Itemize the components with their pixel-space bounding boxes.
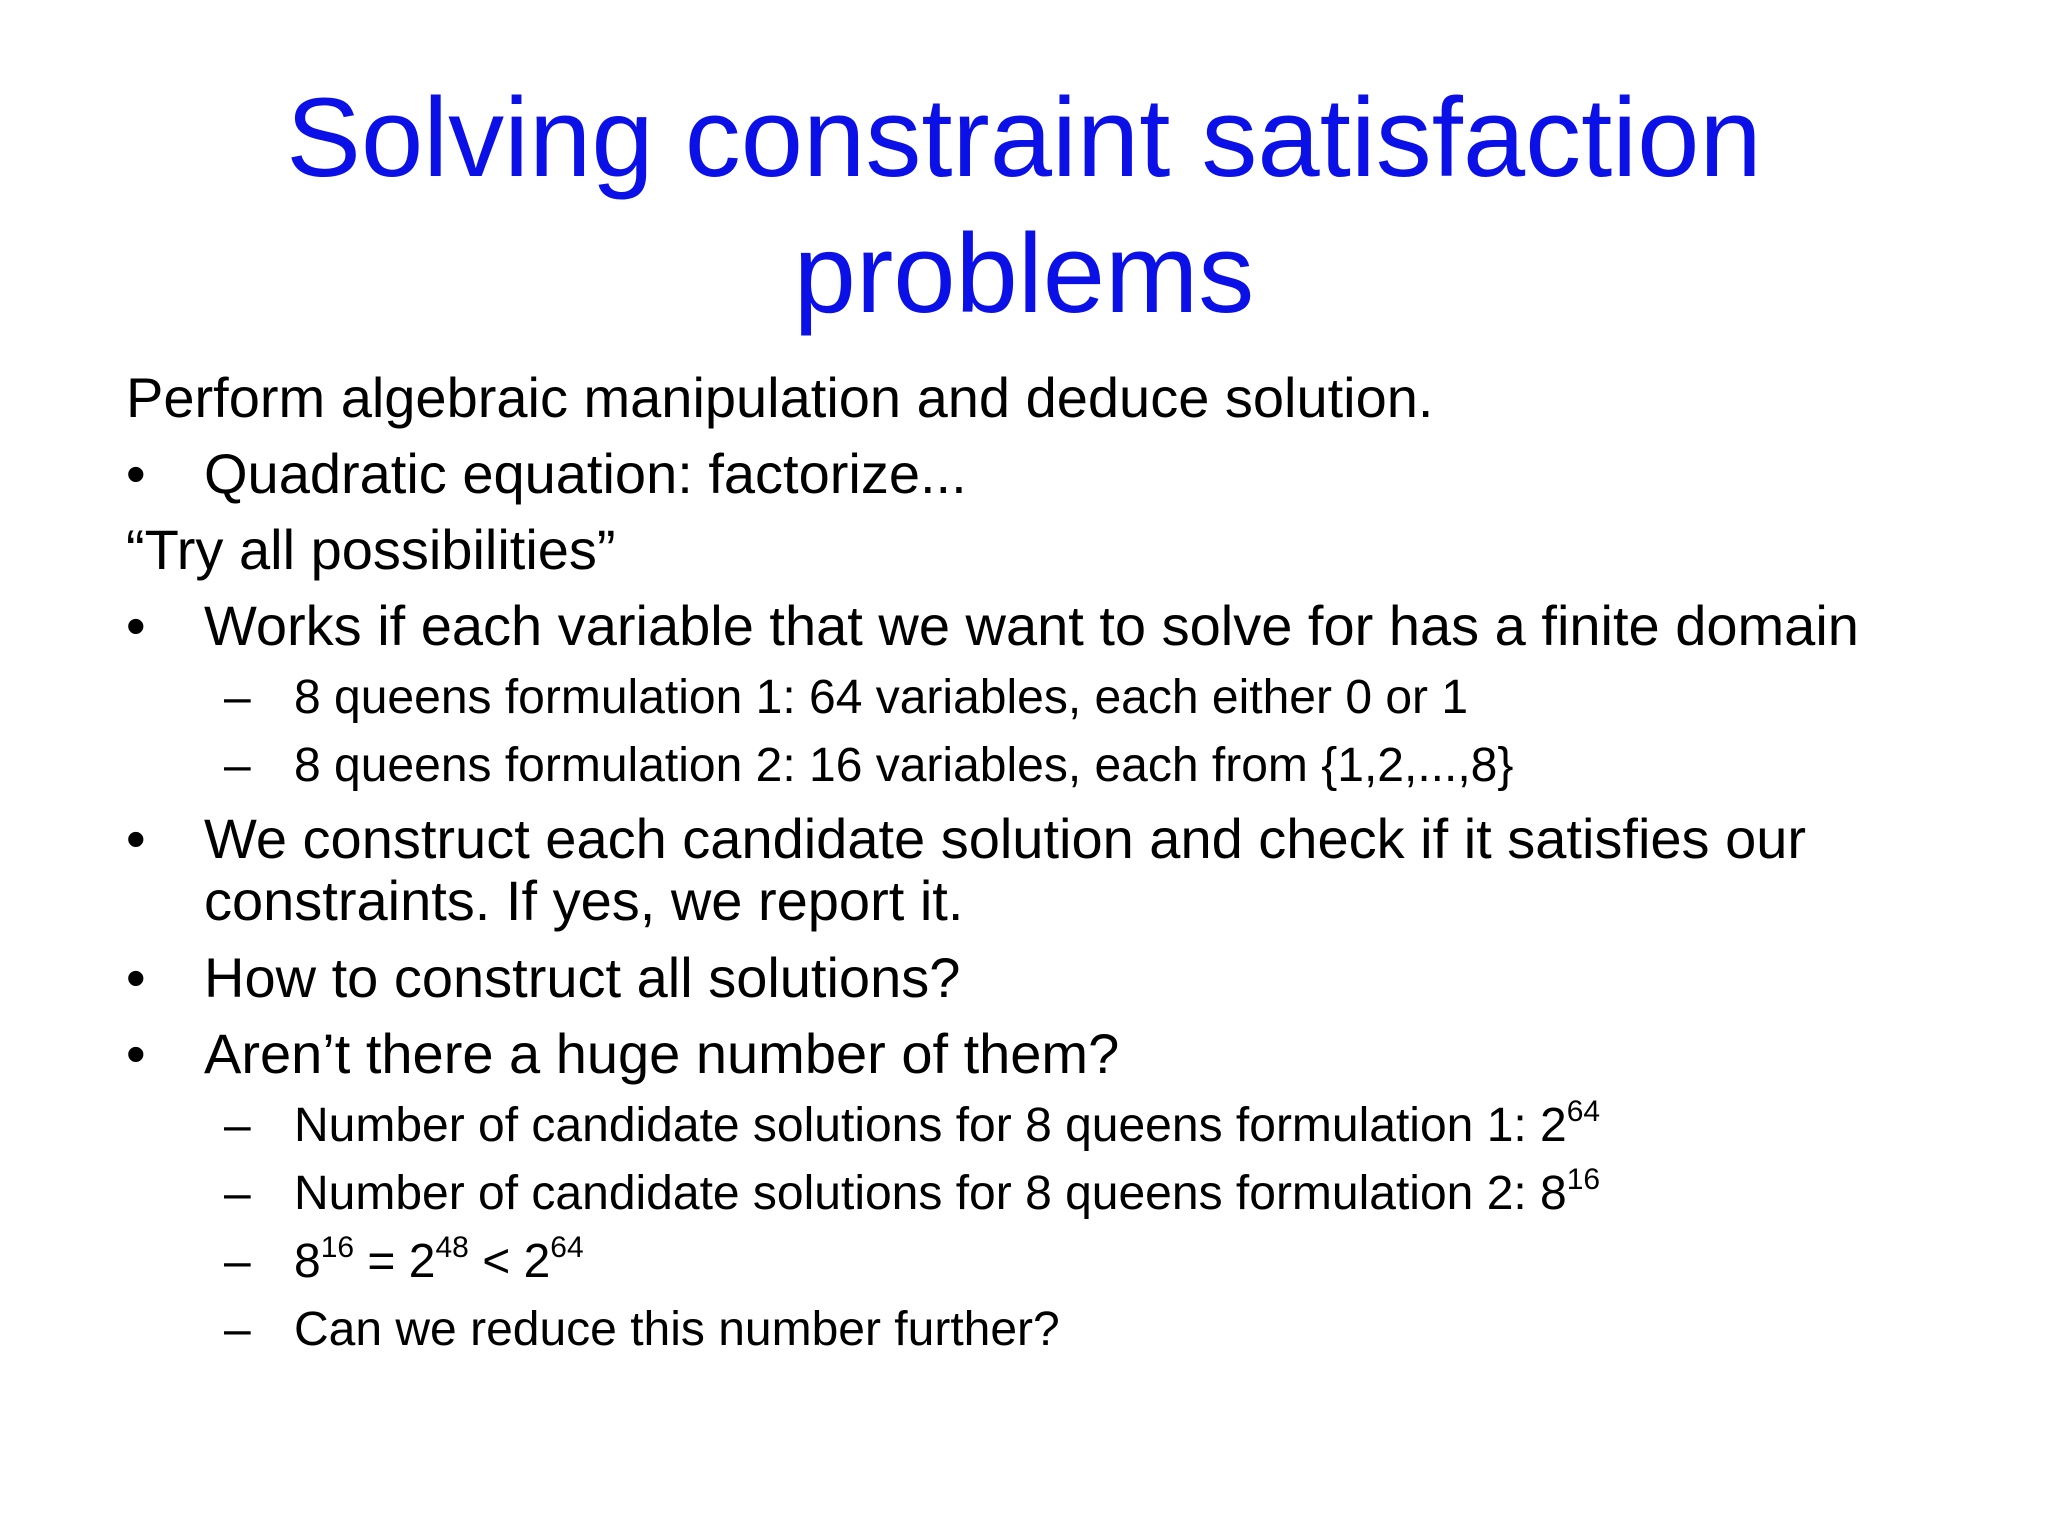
slide-title	[0, 70, 2048, 342]
subbullet-count-formulation-1	[126, 1092, 1986, 1160]
subbullet-text: Number of candidate solutions for 8 queens formulation 1: 2	[294, 1099, 1567, 1152]
exponent: 64	[1566, 1095, 1601, 1128]
exponent: 48	[435, 1231, 469, 1264]
bullet-marker: •	[126, 807, 146, 870]
dash-marker: –	[224, 1099, 251, 1152]
subbullet-reduce	[126, 1296, 1986, 1364]
slide-body	[126, 360, 1986, 1364]
bullet-marker: •	[126, 946, 146, 1009]
bullet-text: Quadratic equation: factorize...	[204, 442, 967, 505]
dash-marker: –	[224, 1235, 251, 1288]
title-line-2: problems	[793, 211, 1255, 336]
dash-marker: –	[224, 1303, 251, 1356]
dash-marker: –	[224, 1167, 251, 1220]
bullet-text: How to construct all solutions?	[204, 946, 961, 1009]
exponent: 16	[320, 1231, 355, 1264]
subbullet-text: 8 queens formulation 2: 16 variables, each from {1,2,...,8}	[294, 739, 1514, 792]
dash-marker: –	[224, 671, 251, 724]
exponent: 16	[1566, 1163, 1601, 1196]
comparison-base: 8	[294, 1235, 321, 1288]
bullet-text: We construct each candidate solution and check if it satisfies our constraints. If yes, we report it.	[204, 807, 1807, 932]
bullet-huge-number	[126, 1016, 1986, 1092]
bullet-marker: •	[126, 1022, 146, 1085]
subbullet-text: Number of candidate solutions for 8 queens formulation 2: 8	[294, 1167, 1567, 1220]
bullet-quadratic	[126, 436, 1986, 512]
dash-marker: –	[224, 739, 251, 792]
comparison-equals: = 2	[354, 1235, 436, 1288]
paragraph-try-all: “Try all possibilities”	[126, 518, 616, 581]
subbullet-text: 8 queens formulation 1: 64 variables, each either 0 or 1	[294, 671, 1469, 724]
subbullet-count-formulation-2	[126, 1160, 1986, 1228]
comparison-less-than: < 2	[468, 1235, 551, 1288]
subbullet-text: Can we reduce this number further?	[294, 1303, 1060, 1356]
title-line-1: Solving constraint satisfaction	[286, 75, 1762, 200]
bullet-text: Works if each variable that we want to solve for has a finite domain	[204, 594, 1859, 657]
bullet-marker: •	[126, 442, 146, 505]
subbullet-formulation-2	[126, 732, 1986, 800]
bullet-text: Aren’t there a huge number of them?	[204, 1022, 1120, 1085]
bullet-construct-all	[126, 940, 1986, 1016]
bullet-marker: •	[126, 594, 146, 657]
exponent: 64	[550, 1231, 584, 1264]
subbullet-formulation-1	[126, 664, 1986, 732]
bullet-finite-domain	[126, 588, 1986, 664]
paragraph-algebraic: Perform algebraic manipulation and deduce solution.	[126, 366, 1434, 429]
subbullet-comparison	[126, 1228, 1986, 1296]
bullet-construct-candidate	[126, 808, 1986, 932]
